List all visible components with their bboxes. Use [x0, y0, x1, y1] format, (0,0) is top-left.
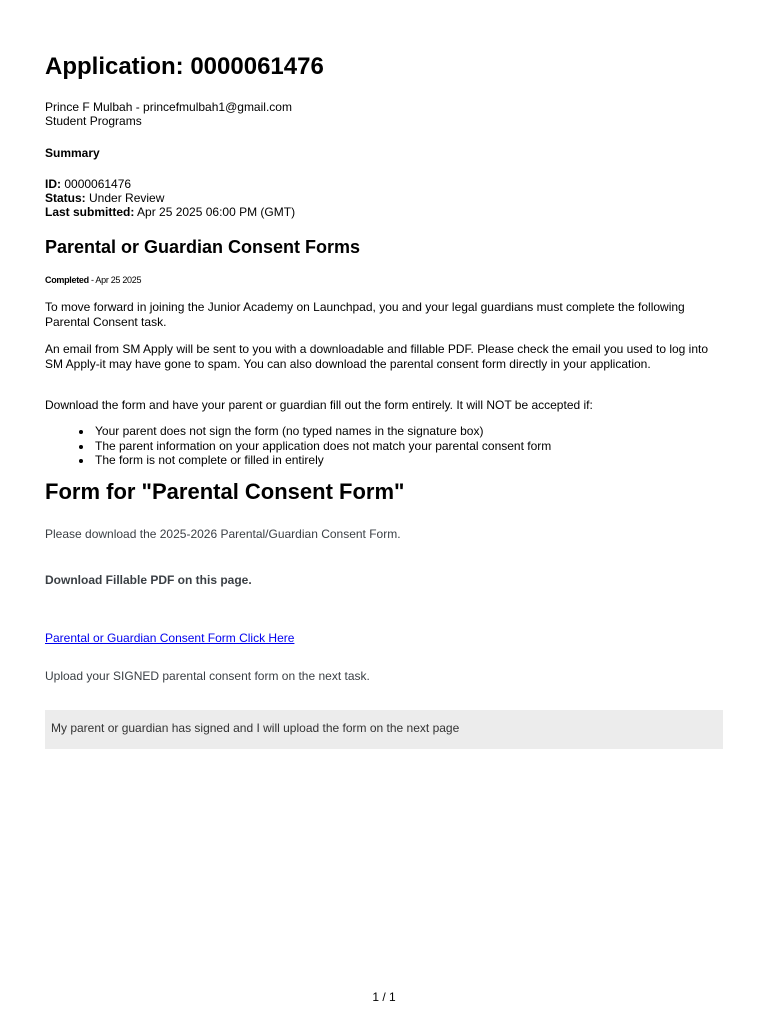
page-title: Application: 0000061476	[45, 53, 324, 80]
summary-heading: Summary	[45, 146, 100, 160]
completed-label: Completed	[45, 275, 89, 285]
task-paragraph: An email from SM Apply will be sent to you with a downloadable and fillable PDF. Please check the email you used to log into SM Apply-it may have gone to spam. You can also download the parental consent form directly in your application.	[45, 342, 709, 371]
id-value: 0000061476	[64, 177, 132, 191]
page-indicator: 1 / 1	[372, 990, 396, 1004]
submitted-value: Apr 25 2025 06:00 PM (GMT)	[137, 205, 296, 219]
applicant-info	[45, 100, 292, 128]
completed-date: - Apr 25 2025	[91, 275, 142, 285]
consent-form-link[interactable]: Parental or Guardian Consent Form Click Here	[45, 631, 295, 645]
upload-note: Upload your SIGNED parental consent form on the next task.	[45, 669, 370, 683]
id-label: ID:	[45, 177, 61, 191]
summary-block	[45, 177, 295, 219]
task-paragraph: To move forward in joining the Junior Academy on Launchpad, you and your legal guardians must complete the following Parental Consent task.	[45, 300, 685, 329]
rejection-reasons-list	[45, 424, 551, 468]
download-note: Download Fillable PDF on this page.	[45, 573, 252, 587]
applicant-line: Prince F Mulbah - princefmulbah1@gmail.com	[45, 100, 292, 114]
task-paragraph: Download the form and have your parent or guardian fill out the form entirely. It will NOT be accepted if:	[45, 398, 593, 412]
submitted-label: Last submitted:	[45, 205, 135, 219]
program-name: Student Programs	[45, 114, 142, 128]
summary-status-row	[45, 191, 295, 205]
list-item: The parent information on your application does not match your parental consent form	[95, 438, 552, 453]
list-item: The form is not complete or filled in entirely	[95, 453, 551, 468]
status-value: Under Review	[89, 191, 165, 205]
completed-status	[45, 275, 141, 286]
confirmation-text: My parent or guardian has signed and I will upload the form on the next page	[51, 721, 460, 735]
summary-id-row	[45, 177, 295, 191]
form-instruction: Please download the 2025-2026 Parental/Guardian Consent Form.	[45, 527, 401, 541]
form-title: Form for "Parental Consent Form"	[45, 479, 405, 504]
confirmation-response	[45, 710, 723, 749]
list-item: Your parent does not sign the form (no typed names in the signature box)	[95, 424, 551, 439]
task-title: Parental or Guardian Consent Forms	[45, 237, 361, 257]
summary-submitted-row	[45, 205, 295, 219]
status-label: Status:	[45, 191, 86, 205]
